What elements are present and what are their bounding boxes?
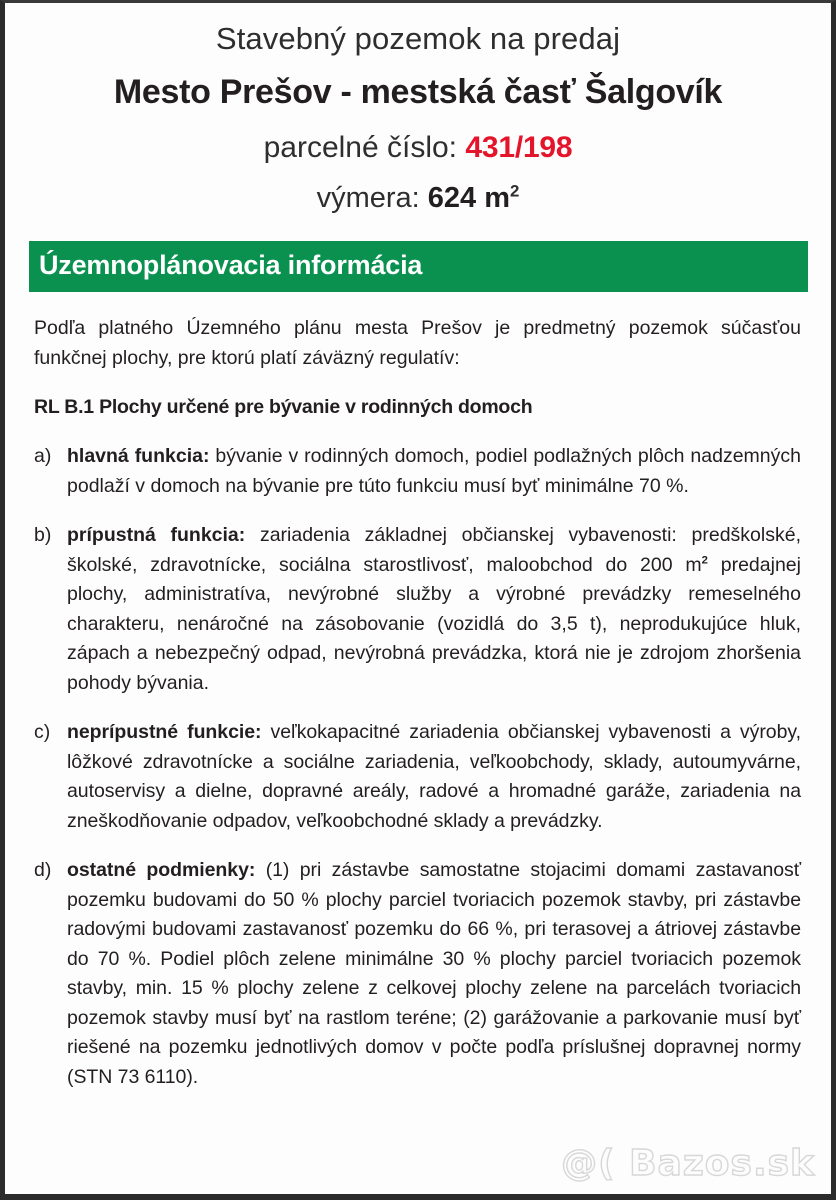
list-item-lead: hlavná funkcia:	[67, 445, 210, 468]
area-label: výmera:	[316, 181, 428, 214]
list-item	[34, 718, 801, 836]
list-item-marker: d)	[34, 859, 52, 882]
area-unit-superscript: 2	[510, 181, 520, 201]
list-item-lead: neprípustné funkcie:	[67, 721, 262, 744]
list-item-marker: c)	[34, 721, 51, 744]
intro-paragraph: Podľa platného Územného plánu mesta Prešov je predmetný pozemok súčasťou funkčnej plochy, pre ktorú platí záväzný regulatív:	[34, 317, 801, 369]
list-item-body-part1: zariadenia základnej občianskej vybavenosti: predškolské, školské, zdravotnícke, sociálna starostlivosť, maloobchod do 200 m	[67, 524, 801, 576]
list-item	[34, 521, 801, 698]
area-value: 624 m	[427, 181, 511, 214]
page-content	[5, 3, 831, 1194]
list-item-body: bývanie v rodinných domoch, podiel podlažných plôch nadzemných podlaží v domoch na bývanie pre túto funkciu musí byť minimálne 70 %.	[67, 445, 801, 497]
parcel-number-value: 431/198	[465, 130, 573, 164]
parcel-number-label: parcelné číslo:	[263, 130, 466, 164]
bazos-watermark: @( Bazos.sk	[561, 1143, 815, 1184]
list-item-text	[67, 718, 801, 836]
list-item-text	[67, 856, 801, 1092]
list-item-marker: b)	[34, 524, 52, 547]
page-title-location: Mesto Prešov - mestská časť Šalgovík	[113, 72, 723, 111]
subtitle-offer: Stavebný pozemok na predaj	[215, 21, 621, 56]
area-line	[5, 180, 831, 218]
regulation-heading: RL B.1 Plochy určené pre bývanie v rodinných domoch	[34, 396, 533, 419]
list-item	[34, 856, 801, 1092]
list-item-body-part2: predajnej plochy, administratíva, nevýrobné služby a výrobné prevádzky remeselného charakteru, nenáročné na zásobovanie (vozidlá do 3,5 t), neprodukujúce hluk, zápach a nebezpečný odpad, nevýrobná prevádzka, ktorá nie je zdrojom zhoršenia pohody bývania.	[67, 553, 801, 694]
parcel-number-line	[5, 128, 831, 167]
listing-header	[5, 3, 831, 217]
section-banner-zoning-info: Územnoplánovacia informácia	[29, 241, 808, 292]
list-item-lead: ostatné podmienky:	[67, 859, 256, 882]
list-item-body: veľkokapacitné zariadenia občianskej vybavenosti a výroby, lôžkové zdravotnícke a sociálne zariadenia, veľkoobchody, sklady, autoumyvárne, autoservisy a dielne, dopravné areály, radové a hromadné garáže, zariadenia na zneškodňovanie odpadov, veľkoobchodné sklady a prevádzky.	[67, 721, 801, 832]
list-item-lead: prípustná funkcia:	[67, 524, 246, 547]
list-item-text	[67, 521, 801, 698]
list-item-marker: a)	[34, 445, 52, 468]
list-item	[34, 442, 801, 501]
square-metre-superscript: 2	[701, 554, 708, 567]
document-body	[5, 292, 831, 1092]
list-item-text	[67, 442, 801, 501]
list-item-body: (1) pri zástavbe samostatne stojacimi domami zastavanosť pozemku budovami do 50 % plochy parciel tvoriacich pozemok stavby, pri zástavbe radovými budovami zastavanosť pozemku do 66 %, pri terasovej a átriovej zástavbe do 70 %. Podiel plôch zelene minimálne 30 % plochy parciel tvoriacich pozemok stavby, min. 15 % plochy zelene z celkovej plochy zelene na parcelách tvoriacich pozemok stavby musí byť na rastlom teréne; (2) garážovanie a parkovanie musí byť riešené na pozemku jednotlivých domov v počte podľa príslušnej dopravnej normy (STN 73 6110).	[67, 859, 801, 1088]
